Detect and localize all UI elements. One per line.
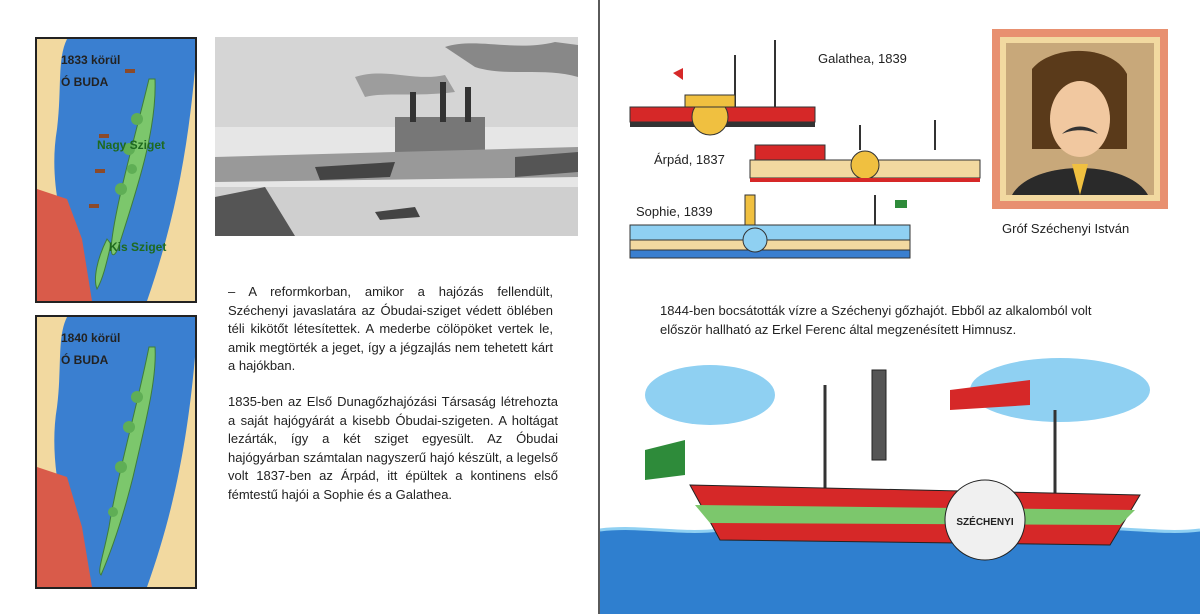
map-island-big-label: Nagy Sziget [97,138,166,152]
shipyard-engraving-image [215,37,578,236]
szechenyi-portrait [992,29,1168,209]
ship-label-arpad: Árpád, 1837 [654,152,725,167]
map-1833 [35,37,197,303]
paragraph-szechenyi-launch: 1844-ben bocsátották vízre a Széchenyi gőzhajót. Ebből az alkalomból volt először hallható az Erkel Ferenc által megzenésített Himnusz. [660,303,1092,337]
big-ship-name: SZÉCHENYI [956,517,1014,528]
portrait-caption: Gróf Széchenyi István [1002,221,1130,236]
map-1840 [35,315,197,589]
map-year-label: 1840 körül [61,331,121,345]
paragraph-shipyard-history: 1835-ben az Első Dunagőzhajózási Társaság létrehozta a saját hajógyárát a kisebb Óbudai-szigeten. A holtágat lezárták, így a két sziget egyesült. Az Óbudai hajógyárban számtalan nagyszerű hajó készült, a legelső volt 1837-ben az Árpád, itt épültek a kontinens első fémtestű hajói a Sophie és a Galathea. [228,394,558,502]
ship-arpad-drawing [745,120,985,190]
map-city-label: Ó BUDA [61,353,109,367]
paragraph-reform-era: – A reformkorban, amikor a hajózás fellendült, Széchenyi javaslatára az Óbudai-sziget védett öblében téli kikötőt létesítettek. A mederbe cölöpöket vertek le, amik megtörték a jeget, így a jégzajlás nem tehetett kárt a hajókban. [228,284,553,373]
map-island-small-label: Kis Sziget [109,240,167,254]
shipyard-engraving-drawing [215,37,578,236]
ship-label-sophie: Sophie, 1839 [636,204,713,219]
ship-sophie-drawing [625,190,915,265]
ship-label-galathea: Galathea, 1839 [818,51,907,66]
map-year-label: 1833 körül [61,53,121,67]
map-city-label: Ó BUDA [61,75,109,89]
szechenyi-steamship-illustration [600,355,1200,614]
